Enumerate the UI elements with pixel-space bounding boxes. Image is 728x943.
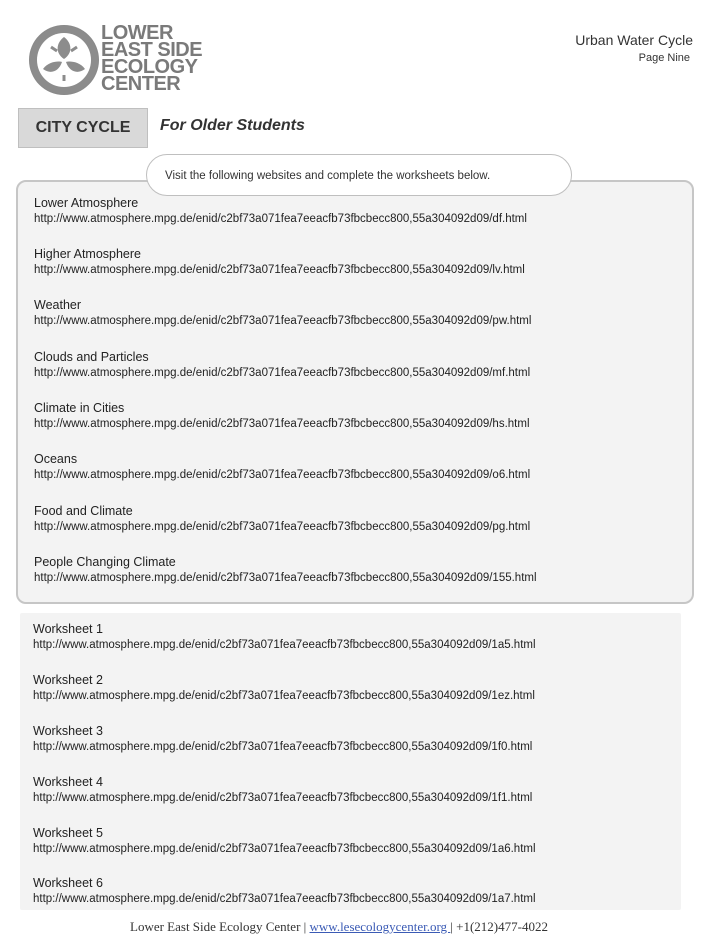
worksheet-link[interactable]: http://www.atmosphere.mpg.de/enid/c2bf73a071fea7eeacfb73fbcbecc800,55a304092d09/1ez.html [33, 690, 535, 702]
footer-organization: Lower East Side Ecology Center | [130, 919, 310, 934]
worksheet-link[interactable]: http://www.atmosphere.mpg.de/enid/c2bf73a071fea7eeacfb73fbcbecc800,55a304092d09/1a5.html [33, 639, 536, 651]
worksheet-label: Worksheet 1 [33, 622, 103, 636]
logo-line: LOWER [101, 22, 173, 44]
worksheet-entry [33, 723, 673, 756]
website-label: Food and Climate [34, 504, 133, 518]
website-link[interactable]: http://www.atmosphere.mpg.de/enid/c2bf73a071fea7eeacfb73fbcbecc800,55a304092d09/df.html [34, 213, 527, 225]
website-entry [34, 297, 674, 330]
footer-phone: | +1(212)477-4022 [450, 919, 548, 934]
website-label: Clouds and Particles [34, 350, 149, 364]
website-entry [34, 554, 674, 587]
worksheet-link[interactable]: http://www.atmosphere.mpg.de/enid/c2bf73a071fea7eeacfb73fbcbecc800,55a304092d09/1a7.html [33, 893, 536, 905]
worksheet-link[interactable]: http://www.atmosphere.mpg.de/enid/c2bf73a071fea7eeacfb73fbcbecc800,55a304092d09/1f1.html [33, 792, 533, 804]
website-link[interactable]: http://www.atmosphere.mpg.de/enid/c2bf73a071fea7eeacfb73fbcbecc800,55a304092d09/155.html [34, 572, 537, 584]
worksheets-panel [20, 613, 681, 910]
worksheet-label: Worksheet 6 [33, 876, 103, 890]
website-label: Higher Atmosphere [34, 247, 142, 261]
page-footer [130, 919, 548, 935]
footer-website-link[interactable]: www.lesecologycenter.org [309, 919, 451, 934]
instruction-banner: Visit the following websites and complete the worksheets below. [146, 154, 572, 196]
worksheet-label: Worksheet 2 [33, 673, 103, 687]
organization-logo [29, 22, 204, 101]
document-title: Urban Water Cycle [575, 32, 693, 48]
leaf-emblem-icon [29, 25, 99, 95]
website-link[interactable]: http://www.atmosphere.mpg.de/enid/c2bf73a071fea7eeacfb73fbcbecc800,55a304092d09/o6.html [34, 469, 531, 481]
website-label: Oceans [34, 452, 78, 466]
website-entry [34, 195, 674, 228]
worksheet-entry [33, 825, 673, 858]
page-number: Page Nine [638, 52, 690, 64]
website-entry [34, 349, 674, 382]
website-link[interactable]: http://www.atmosphere.mpg.de/enid/c2bf73a071fea7eeacfb73fbcbecc800,55a304092d09/lv.html [34, 264, 525, 276]
logo-line: EAST SIDE [101, 39, 203, 61]
website-entry [34, 246, 674, 279]
worksheet-label: Worksheet 4 [33, 775, 103, 789]
website-entry [34, 451, 674, 484]
website-label: Weather [34, 298, 82, 312]
website-link[interactable]: http://www.atmosphere.mpg.de/enid/c2bf73a071fea7eeacfb73fbcbecc800,55a304092d09/pg.html [34, 521, 531, 533]
website-entry [34, 400, 674, 433]
worksheet-label: Worksheet 5 [33, 826, 103, 840]
website-label: Lower Atmosphere [34, 196, 139, 210]
worksheet-link[interactable]: http://www.atmosphere.mpg.de/enid/c2bf73a071fea7eeacfb73fbcbecc800,55a304092d09/1f0.html [33, 741, 533, 753]
website-link[interactable]: http://www.atmosphere.mpg.de/enid/c2bf73a071fea7eeacfb73fbcbecc800,55a304092d09/pw.html [34, 315, 532, 327]
website-label: People Changing Climate [34, 555, 176, 569]
section-tag: CITY CYCLE [18, 108, 148, 148]
website-entry [34, 503, 674, 536]
section-subtitle: For Older Students [160, 117, 305, 134]
worksheet-entry [33, 875, 673, 908]
website-link[interactable]: http://www.atmosphere.mpg.de/enid/c2bf73a071fea7eeacfb73fbcbecc800,55a304092d09/mf.html [34, 367, 531, 379]
websites-panel [16, 180, 694, 604]
worksheet-entry [33, 774, 673, 807]
website-label: Climate in Cities [34, 401, 125, 415]
worksheet-entry [33, 621, 673, 654]
logo-line: ECOLOGY [101, 56, 198, 78]
worksheet-entry [33, 672, 673, 705]
logo-line: CENTER [101, 73, 181, 95]
worksheet-link[interactable]: http://www.atmosphere.mpg.de/enid/c2bf73a071fea7eeacfb73fbcbecc800,55a304092d09/1a6.html [33, 843, 536, 855]
website-link[interactable]: http://www.atmosphere.mpg.de/enid/c2bf73a071fea7eeacfb73fbcbecc800,55a304092d09/hs.html [34, 418, 530, 430]
logo-wordmark [101, 22, 203, 95]
worksheet-label: Worksheet 3 [33, 724, 103, 738]
